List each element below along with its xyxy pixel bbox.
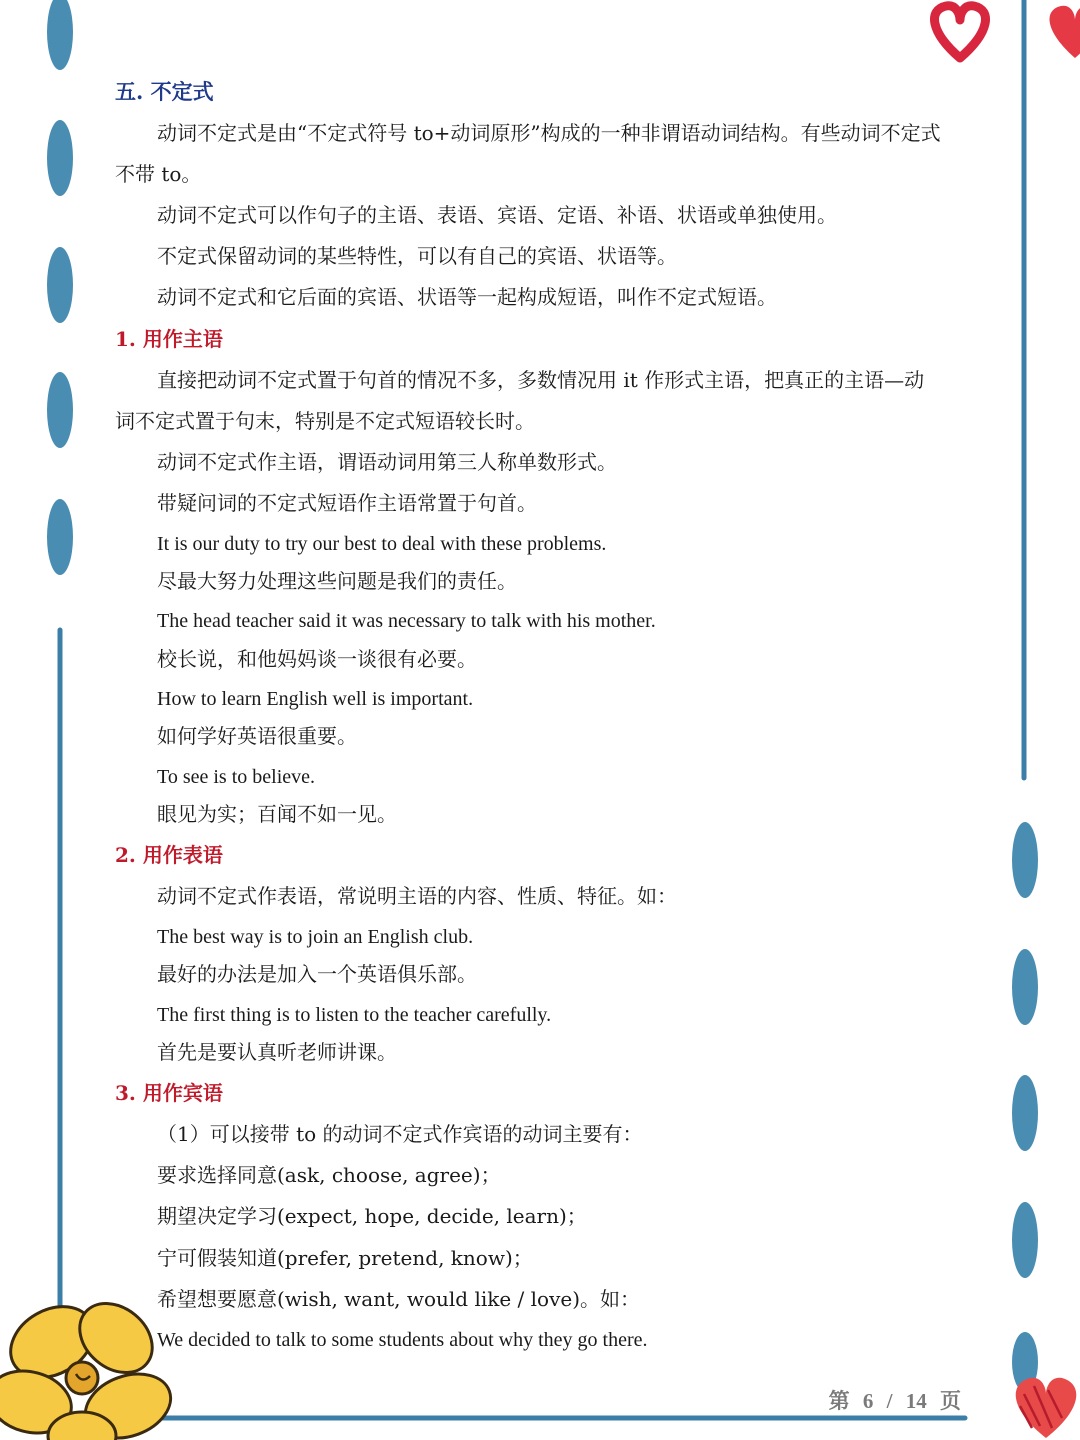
example-sentence: The best way is to join an English club. — [157, 926, 474, 948]
section-title: 五. 不定式 — [115, 79, 214, 104]
example-translation: 眼见为实；百闻不如一见。 — [157, 802, 397, 826]
paragraph-line: 动词不定式作主语，谓语动词用第三人称单数形式。 — [157, 450, 617, 474]
page-number — [825, 1385, 965, 1415]
paragraph-line: （1）可以接带 to 的动词不定式作宾语的动词主要有： — [157, 1122, 643, 1146]
example-translation: 校长说，和他妈妈谈一谈很有必要。 — [157, 647, 477, 671]
paragraph-line: 动词不定式和它后面的宾语、状语等一起构成短语，叫作不定式短语。 — [157, 285, 777, 309]
paragraph-line: 不定式保留动词的某些特性，可以有自己的宾语、状语等。 — [157, 244, 677, 268]
page-number-current: 6 — [862, 1389, 874, 1413]
example-sentence: How to learn English well is important. — [157, 688, 474, 710]
page-number-separator: / — [886, 1389, 893, 1413]
example-sentence: The first thing is to listen to the teacher carefully. — [157, 1004, 552, 1026]
verb-list-line: 希望想要愿意(wish, want, would like / love)。如： — [157, 1287, 641, 1311]
subsection-title: 2. 用作表语 — [115, 843, 223, 867]
page-number-suffix: 页 — [940, 1389, 961, 1413]
example-translation: 尽最大努力处理这些问题是我们的责任。 — [157, 569, 517, 593]
paragraph-line: 动词不定式作表语，常说明主语的内容、性质、特征。如： — [157, 884, 677, 908]
paragraph-line: 词不定式置于句末，特别是不定式短语较长时。 — [115, 409, 535, 433]
example-sentence: To see is to believe. — [157, 766, 315, 788]
subsection-title: 3. 用作宾语 — [115, 1081, 223, 1105]
subsection-title: 1. 用作主语 — [115, 327, 223, 351]
page-number-total: 14 — [905, 1389, 927, 1413]
verb-list-line: 要求选择同意(ask, choose, agree)； — [157, 1163, 501, 1187]
example-sentence: The head teacher said it was necessary to talk with his mother. — [157, 610, 656, 632]
page-number-prefix: 第 — [828, 1389, 850, 1413]
example-translation: 首先是要认真听老师讲课。 — [157, 1040, 397, 1064]
example-translation: 最好的办法是加入一个英语俱乐部。 — [157, 962, 477, 986]
paragraph-line: 带疑问词的不定式短语作主语常置于句首。 — [157, 491, 537, 515]
verb-list-line: 宁可假装知道(prefer, pretend, know)； — [157, 1246, 533, 1270]
example-translation: 如何学好英语很重要。 — [157, 724, 357, 748]
paragraph-line: 动词不定式是由“不定式符号 to+动词原形”构成的一种非谓语动词结构。有些动词不定式 — [157, 121, 941, 145]
example-sentence: We decided to talk to some students about why they go there. — [157, 1329, 648, 1351]
paragraph-line: 直接把动词不定式置于句首的情况不多，多数情况用 it 作形式主语，把真正的主语—动 — [157, 368, 925, 392]
paragraph-line: 动词不定式可以作句子的主语、表语、宾语、定语、补语、状语或单独使用。 — [157, 203, 837, 227]
paragraph-line: 不带 to。 — [115, 162, 202, 186]
example-sentence: It is our duty to try our best to deal with these problems. — [157, 533, 607, 555]
verb-list-line: 期望决定学习(expect, hope, decide, learn)； — [157, 1204, 587, 1228]
